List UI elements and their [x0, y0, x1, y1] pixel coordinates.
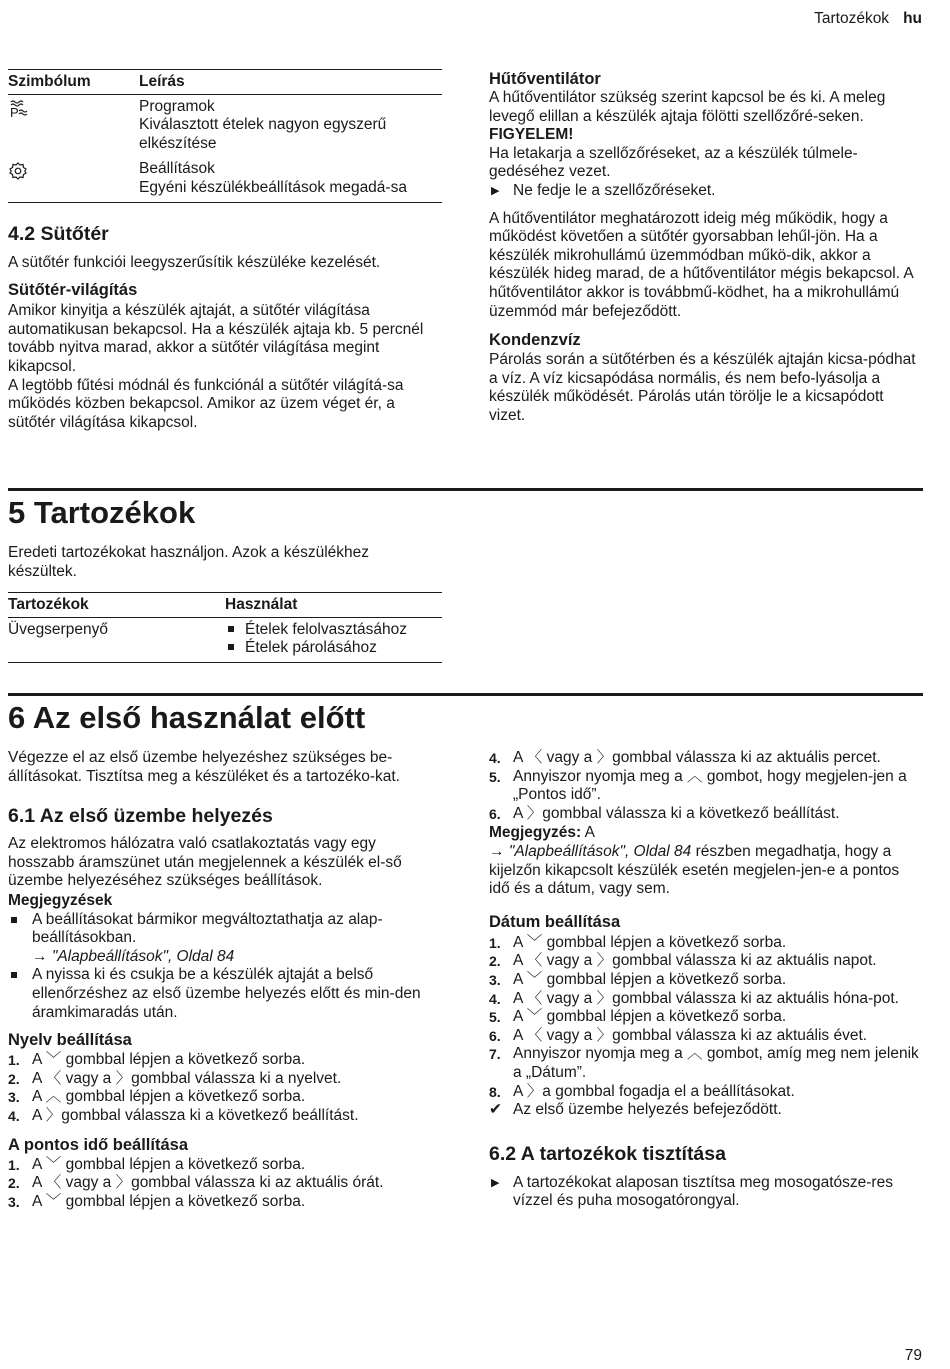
section-6-intro: Végezze el az első üzembe helyezéshez szükséges be-állításokat. Tisztítsa meg a készüléket és a tartozéko-kat. — [8, 749, 400, 785]
left-top-column — [8, 69, 442, 432]
cooling-fan-paragraph-1: A hűtőventilátor szükség szerint kapcsol be és ki. A meleg levegő elillan a készülék ajtaja fölötti szellőzőré-seken. — [489, 89, 886, 125]
list-item: 8. A 〉a gombbal fogadja el a beállításokat. — [489, 1082, 795, 1100]
notes-title: Megjegyzések — [8, 891, 113, 909]
checkmark-icon: ✔ — [489, 1101, 502, 1119]
note-rest: részben megadhatja, hogy a kijelzőn kikapcsolt készülék esetén megjelen-jen-e a pontos idő és a dátum, vagy sem. — [489, 842, 900, 898]
arrow-right-icon: → — [489, 842, 509, 860]
section-5-intro: Eredeti tartozékokat használjon. Azok a készülékhez készültek. — [8, 544, 370, 580]
usage-item — [225, 639, 442, 658]
time-steps-continued — [489, 749, 923, 823]
list-item: 6. A 〉gombbal válassza ki a következő beállítást. — [489, 804, 840, 822]
symbol-title: Programok — [139, 97, 215, 115]
step-text: A 〉gombbal válassza ki a következő beállítást. — [32, 1106, 359, 1124]
accessories-header: Tartozékok — [8, 593, 225, 618]
list-item: 1. A ﹀ gombbal lépjen a következő sorba. — [489, 933, 787, 951]
oven-light-paragraph-2: A legtöbb fűtési módnál és funkciónál a sütőtér világítá-sa működés közben bekapcsol. Amikor az üzem véget ér, a sütőtér világítása kikapcsol. — [8, 376, 404, 431]
symbol-table — [8, 69, 442, 203]
section-6-2-step-text: A tartozékokat alaposan tisztítsa meg mosogatósze-res vízzel és puha mosogatórongyal. — [513, 1173, 893, 1210]
usage-text: Ételek felolvasztásához — [245, 620, 407, 638]
step-text: Annyiszor nyomja meg a ︿ gombot, amíg meg nem jelenik a „Dátum”. — [513, 1045, 919, 1081]
section-6-right-column — [489, 749, 923, 1211]
section-6-rule — [8, 693, 923, 696]
warning-text: Ha letakarja a szellőzőréseket, az a készülék túlmele-gedéséhez vezet. — [489, 144, 858, 181]
symbol-desc: Egyéni készülékbeállítások megadá-sa — [139, 178, 407, 196]
step-text: A 〉gombbal válassza ki a következő beállítást. — [513, 804, 840, 822]
list-item: 2. A 〈 vagy a 〉gombbal válassza ki a nyelvet. — [8, 1069, 342, 1087]
oven-light-paragraph-1: Amikor kinyitja a készülék ajtaját, a sütőtér világítása automatikusan bekapcsol. Ha a készülék ajtaja kb. 5 percnél tovább nyitva marad, akkor a sütőtér világítása megint kikapcsol. — [8, 302, 424, 375]
section-6-left-column — [8, 749, 442, 1211]
step-text: A ﹀ gombbal lépjen a következő sorba. — [32, 1192, 306, 1210]
list-item: 4. A 〈 vagy a 〉gombbal válassza ki az aktuális percet. — [489, 749, 881, 766]
list-item: 2. A 〈 vagy a 〉gombbal válassza ki az aktuális órát. — [8, 1174, 384, 1192]
section-5-rule — [8, 488, 923, 491]
triangle-bullet-icon: ▶ — [491, 1176, 500, 1189]
list-item — [8, 911, 442, 967]
step-text: A ﹀ gombbal lépjen a következő sorba. — [513, 1008, 787, 1026]
symbol-title: Beállítások — [139, 160, 215, 178]
programs-icon — [8, 99, 30, 119]
time-setting-title: A pontos idő beállítása — [8, 1135, 188, 1154]
list-item: 5. Annyiszor nyomja meg a ︿ gombot, hogy megjelen-jen a „Pontos idő”. — [489, 767, 907, 804]
warning-action — [489, 182, 923, 201]
cooling-fan-paragraph-2: A hűtőventilátor meghatározott ideig még működik, hogy a működést követően a sütőtér gyorsabban lehűl-jön. Ha a készülék mikrohullámú üzemmódban műkö-dik, akkor a készülék hideg marad, de a hűtőventilátor mégis bekapcsol. A hűtőventilátor akkor is továbbmű-ködhet, ha a mikrohullámú üzemmód már befejeződött. — [489, 209, 913, 320]
running-header — [814, 10, 922, 29]
header-lang: hu — [903, 10, 922, 27]
step-text: A ﹀ gombbal lépjen a következő sorba. — [513, 970, 787, 988]
square-bullet-icon — [228, 626, 234, 632]
warning-action-text: Ne fedje le a szellőzőréseket. — [513, 181, 716, 199]
warning-title: FIGYELEM! — [489, 126, 574, 144]
list-item: 3. A ﹀ gombbal lépjen a következő sorba. — [489, 970, 787, 988]
note-text: A beállításokat bármikor megváltoztathatja az alap-beállításokban. — [32, 910, 383, 947]
section-6-1-paragraph: Az elektromos hálózatra való csatlakoztatás vagy egy hosszabb áramszünet után megjelennek a készülék el-ső üzembe helyezéséhez szükséges beállítások. — [8, 835, 402, 890]
oven-light-title: Sütőtér-világítás — [8, 281, 138, 300]
step-text: Annyiszor nyomja meg a ︿ gombot, hogy megjelen-jen a „Pontos idő”. — [513, 767, 907, 804]
step-text: A ﹀ gombbal lépjen a következő sorba. — [513, 933, 787, 951]
gear-icon — [8, 161, 28, 181]
language-setting-title: Nyelv beállítása — [8, 1031, 132, 1050]
usage-header: Használat — [225, 593, 442, 618]
note-lead: A — [584, 824, 595, 842]
note-reference — [489, 843, 691, 860]
date-setting-title: Dátum beállítása — [489, 912, 621, 931]
notes-list — [8, 911, 442, 1023]
note-label: Megjegyzés: — [489, 824, 582, 842]
note-text: A nyissa ki és csukja be a készülék ajtaját a belső ellenőrzéshez az első üzembe helyezés előtt és min-den áramkimaradás után. — [32, 966, 421, 1021]
section-5-body — [8, 544, 442, 663]
list-item: 7. Annyiszor nyomja meg a ︿ gombot, amíg meg nem jelenik a „Dátum”. — [489, 1045, 919, 1081]
date-result-text: Az első üzembe helyezés befejeződött. — [513, 1101, 782, 1119]
list-item: 3. A ︿ gombbal lépjen a következő sorba. — [8, 1088, 306, 1106]
step-text: A 〉a gombbal fogadja el a beállításokat. — [513, 1082, 795, 1100]
list-item: 1. A ﹀ gombbal lépjen a következő sorba. — [8, 1051, 306, 1069]
table-row — [8, 157, 442, 202]
step-text: A 〈 vagy a 〉gombbal válassza ki az aktuális évet. — [513, 1026, 868, 1044]
list-item: 4. A 〈 vagy a 〉gombbal válassza ki az aktuális hóna-pot. — [489, 989, 899, 1007]
header-section: Tartozékok — [814, 10, 890, 27]
note-reference-text: "Alapbeállítások", Oldal 84 — [508, 842, 692, 860]
square-bullet-icon — [228, 644, 234, 650]
symbol-header: Szimbólum — [8, 70, 139, 95]
condensation-title: Kondenzvíz — [489, 331, 581, 350]
step-text: A ﹀ gombbal lépjen a következő sorba. — [32, 1051, 306, 1069]
section-4-2-intro: A sütőtér funkciói leegyszerűsítik készüléke kezelését. — [8, 253, 381, 271]
language-steps — [8, 1051, 442, 1125]
right-top-column — [489, 69, 923, 426]
date-result — [489, 1101, 923, 1120]
symbol-desc: Kiválasztott ételek nagyon egyszerű elkészítése — [139, 116, 387, 152]
step-text: A 〈 vagy a 〉gombbal válassza ki az aktuális órát. — [32, 1174, 384, 1192]
table-row — [8, 617, 442, 662]
triangle-bullet-icon: ▶ — [491, 184, 500, 197]
step-text: A 〈 vagy a 〉gombbal válassza ki az aktuális napot. — [513, 952, 877, 970]
date-steps — [489, 934, 923, 1101]
list-item: 5. A ﹀ gombbal lépjen a következő sorba. — [489, 1008, 787, 1026]
table-row — [8, 94, 442, 157]
accessories-table — [8, 592, 442, 663]
list-item: 4. A 〉gombbal válassza ki a következő beállítást. — [8, 1106, 359, 1124]
section-4-2-title: 4.2 Sütőtér — [8, 222, 109, 245]
list-item: 3. A ﹀ gombbal lépjen a következő sorba. — [8, 1192, 306, 1210]
arrow-right-icon: → — [32, 947, 52, 965]
description-header: Leírás — [139, 70, 442, 95]
note-body — [489, 843, 923, 899]
usage-text: Ételek párolásához — [245, 639, 377, 657]
step-text: A 〈 vagy a 〉gombbal válassza ki az aktuális percet. — [513, 749, 881, 766]
cooling-fan-title: Hűtőventilátor — [489, 70, 601, 88]
svg-text:P: P — [10, 104, 19, 119]
note-reference-text: "Alapbeállítások", Oldal 84 — [51, 947, 235, 965]
section-6-title: 6 Az első használat előtt — [8, 700, 366, 735]
usage-item — [225, 621, 442, 640]
condensation-paragraph: Párolás során a sütőtérben és a készülék ajtaján kicsa-pódhat a víz. A víz kicsapódása normális, és nem befo-lyásolja a készülék működését. Párolás után törölje le a kicsapódott vizet. — [489, 351, 916, 424]
list-item: 1. A ﹀ gombbal lépjen a következő sorba. — [8, 1155, 306, 1173]
list-item: 2. A 〈 vagy a 〉gombbal válassza ki az aktuális napot. — [489, 952, 877, 970]
accessory-name: Üvegserpenyő — [8, 617, 225, 662]
time-steps — [8, 1156, 442, 1212]
step-text: A 〈 vagy a 〉gombbal válassza ki a nyelvet. — [32, 1069, 342, 1087]
note-reference — [32, 948, 234, 965]
list-item — [8, 966, 442, 1022]
step-text: A ︿ gombbal lépjen a következő sorba. — [32, 1088, 306, 1106]
note — [489, 824, 923, 843]
page-number: 79 — [904, 1347, 922, 1365]
section-6-2-step — [489, 1174, 923, 1211]
section-5-title: 5 Tartozékok — [8, 495, 196, 530]
step-text: A ﹀ gombbal lépjen a következő sorba. — [32, 1155, 306, 1173]
section-6-1-title: 6.1 Az első üzembe helyezés — [8, 805, 273, 828]
section-6-2-title: 6.2 A tartozékok tisztítása — [489, 1142, 726, 1165]
list-item: 6. A 〈 vagy a 〉gombbal válassza ki az aktuális évet. — [489, 1026, 868, 1044]
step-text: A 〈 vagy a 〉gombbal válassza ki az aktuális hóna-pot. — [513, 989, 899, 1007]
